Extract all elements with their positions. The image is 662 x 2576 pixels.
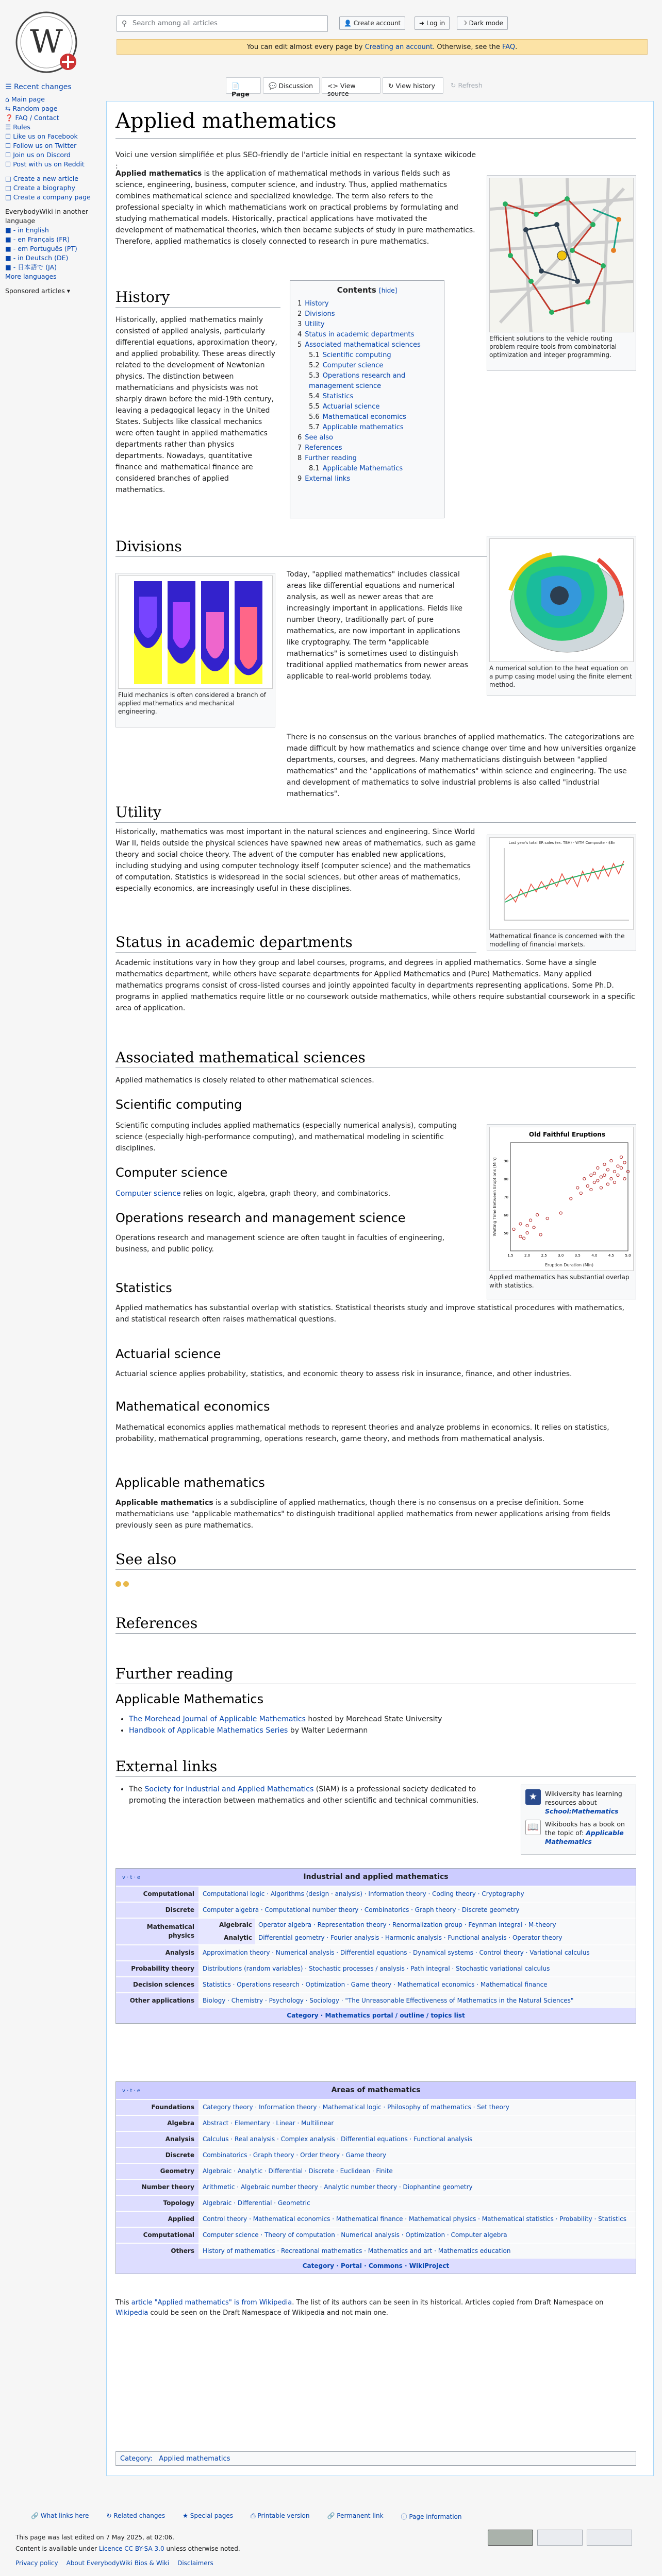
- sidebar-lang-ja[interactable]: ■ - 日本語で (JA): [5, 263, 57, 271]
- sidebar-sponsored[interactable]: Sponsored articles ▾: [5, 287, 71, 295]
- wikibooks-link[interactable]: Applicable Mathematics: [545, 1829, 624, 1845]
- divisions-paragraph-2a: There is no consensus on the various branches of applied mathematics. The categorizations are made difficult by how mathematics and science change over time and how universities organize departments, courses, and degrees. Many mathematicians distinguish between "applied mathematics" and the "applications of mathematics" within science and engineering. The use and development of mathematics to solve industrial problems is also called "industrial mathematics".: [287, 733, 636, 798]
- toc-item[interactable]: 2 Divisions: [297, 310, 335, 318]
- scientific-computing-paragraph: Scientific computing includes applied mathematics (especially numerical analysis), computing science (especially high-performance computing), and mathematical modeling in scientific disciplines.: [115, 1122, 457, 1153]
- navbox-links[interactable]: Approximation theory · Numerical analysis · Differential equations · Dynamical systems · Control theory · Variational calculus: [198, 1945, 636, 1960]
- figure-vehicle-routing: [487, 175, 636, 371]
- further-reading-link[interactable]: The Morehead Journal of Applicable Mathematics: [129, 1715, 306, 1723]
- y-tick-label: 70: [504, 1195, 508, 1199]
- navbox-row: Analysis Calculus · Real analysis · Complex analysis · Differential equations · Functional analysis: [116, 2131, 636, 2147]
- see-also-icons: [115, 1581, 131, 1587]
- navbox-areas-of-mathematics: [115, 2081, 636, 2274]
- login-button[interactable]: ➜ Log in: [415, 16, 450, 30]
- navbox-links[interactable]: History of mathematics · Recreational mathematics · Mathematics and art · Mathematics education: [198, 2244, 636, 2259]
- applicable-paragraph: Applicable mathematics is a subdiscipline of applied mathematics, though there is no consensus on a precise definition. Some mathematicians use "applicable mathematics" to distinguish traditional applied mathematics from newer applications arising from fields previously seen as pure mathematics.: [115, 1499, 610, 1530]
- toc-item[interactable]: 3 Utility: [297, 320, 325, 328]
- navbox-row: Analysis Approximation theory · Numerical analysis · Differential equations · Dynamical systems · Control theory · Variational calculus: [116, 1944, 636, 1960]
- heading-applicable-mathematics: Applicable Mathematics: [115, 1692, 264, 1706]
- navbox-row: Algebra Abstract · Elementary · Linear · Multilinear: [116, 2115, 636, 2131]
- toc-item[interactable]: 5.5 Actuarial science: [309, 403, 380, 411]
- sidebar-link-discord[interactable]: ☐ Join us on Discord: [5, 151, 71, 159]
- sidebar-link-main[interactable]: ⌂ Main page: [5, 95, 45, 103]
- navbox-row: Others History of mathematics · Recreational mathematics · Mathematics and art · Mathematics education: [116, 2243, 636, 2259]
- toc-hide-link[interactable]: [hide]: [379, 287, 398, 294]
- portal-icon[interactable]: [123, 1581, 129, 1587]
- sidebar-link-random[interactable]: ⇆ Random page: [5, 105, 58, 112]
- computer-science-link[interactable]: Computer science: [115, 1190, 181, 1198]
- toc-item[interactable]: 1 History: [297, 300, 329, 308]
- navbox-row: Other applications Biology · Chemistry · Psychology · Sociology · "The Unreasonable Effectiveness of Mathematics in the Natural Sciences": [116, 1992, 636, 2008]
- heading-actuarial: Actuarial science: [115, 1347, 221, 1361]
- chart-y-label: Waiting Time Between Eruptions (Min): [492, 1157, 497, 1236]
- search-icon: ⚲: [122, 20, 127, 28]
- toc-item[interactable]: 6 See also: [297, 434, 333, 442]
- navbox-links[interactable]: Algebraic · Differential · Geometric: [198, 2196, 636, 2211]
- navbox-footer[interactable]: Category · Portal · Commons · WikiProject: [116, 2259, 636, 2274]
- old-faithful-scatter-plot: [490, 1127, 634, 1271]
- sidebar-create-company[interactable]: □ Create a company page: [5, 193, 91, 201]
- heading-scientific-computing: Scientific computing: [115, 1097, 242, 1112]
- tab-refresh[interactable]: ↻ Refresh: [451, 81, 483, 89]
- wikipedia-article-link[interactable]: article "Applied mathematics" is from Wikipedia: [131, 2299, 292, 2307]
- actuarial-paragraph: Actuarial science applies probability, statistics, and economic theory to assess risk in insurance, finance, and other industries.: [115, 1370, 572, 1378]
- external-links-list: [129, 1784, 500, 1806]
- site-logo[interactable]: [14, 10, 80, 76]
- figure-finance-chart: [487, 835, 636, 951]
- y-tick-label: 80: [504, 1177, 508, 1181]
- statistics-scatter-image[interactable]: [489, 1127, 634, 1271]
- status-paragraph: Academic institutions vary in how they group and label courses, programs, and degrees in applied mathematics. Some have a single mathematics department, while others have separate departments for Applied Mathematics and (Pure) Mathematics. Many applied mathematics programs consist of cross-listed courses and jointly appointed faculty in departments representing applications. Some Ph.D. programs in applied mathematics require little or no coursework outside mathematics, while others require substantial coursework in a specific area of application.: [115, 959, 635, 1012]
- navbox-vte-links[interactable]: v · t · e: [122, 2088, 141, 2094]
- x-tick-label: 4.0: [591, 1253, 598, 1258]
- figure-fluid-mechanics: [115, 573, 275, 727]
- footer-last-edited: This page was last edited on 7 May 2025, at 02:06.: [15, 2534, 174, 2541]
- semantic-mediawiki-badge[interactable]: [587, 2530, 632, 2546]
- footer-special-pages[interactable]: ★ Special pages: [183, 2512, 233, 2519]
- sidebar-create-bio[interactable]: □ Create a biography: [5, 184, 75, 192]
- wikiversity-link[interactable]: School:Mathematics: [545, 1807, 619, 1815]
- x-tick-label: 4.5: [608, 1253, 614, 1258]
- sidebar-link-facebook[interactable]: ☐ Like us on Facebook: [5, 132, 78, 140]
- figure-caption: Efficient solutions to the vehicle routing problem require tools from combinatorial optimization and integer programming.: [489, 335, 617, 359]
- sidebar-link-rules[interactable]: ☰ Rules: [5, 123, 30, 131]
- table-of-contents: [290, 280, 444, 518]
- navbox-industrial-applied: [115, 1868, 636, 2024]
- x-tick-label: 3.0: [558, 1253, 564, 1258]
- svg-text:W: W: [30, 23, 63, 60]
- heading-operations-research: Operations research and management science: [115, 1211, 406, 1225]
- list-item: • The Morehead Journal of Applicable Mathematics hosted by Morehead State University: [129, 1714, 541, 1725]
- disclaimers-link[interactable]: Disclaimers: [177, 2560, 213, 2567]
- footer-what-links-here[interactable]: 🔗 What links here: [31, 2512, 89, 2519]
- navbox-row: Computational Computational logic · Algorithms (design · analysis) · Information theory · Coding theory · Cryptography: [116, 1886, 636, 1902]
- toc-item[interactable]: 9 External links: [297, 475, 351, 483]
- toc-item[interactable]: 5.7 Applicable mathematics: [309, 423, 404, 431]
- toc-item[interactable]: 5.4 Statistics: [309, 393, 354, 400]
- footer-printable[interactable]: ⎙ Printable version: [251, 2512, 310, 2519]
- dark-mode-button[interactable]: ☽ Dark mode: [457, 16, 508, 30]
- notice-create-account-link[interactable]: Creating an account: [365, 43, 433, 51]
- sidebar: [0, 82, 103, 296]
- y-tick-label: 60: [504, 1213, 508, 1217]
- sidebar-recent-changes[interactable]: ☰ Recent changes: [5, 83, 72, 91]
- utility-paragraph: Historically, mathematics was most important in the natural sciences and engineering. Since World War II, fields outside the physical sciences have spawned new areas of mathematics, such as game theory and social choice theory. The advent of the computer has enabled new applications, including studying and using computer technology itself (computer science) and the mathematics of computation. Statistics is widespread in the social sciences, but other areas of mathematics, especially economics, are increasingly useful in these disciplines.: [115, 828, 476, 893]
- history-paragraph: Historically, applied mathematics mainly consisted of applied analysis, particularly differential equations, approximation theory, and applied probability. These areas directly related to the development of Newtonian physics. The distinction between mathematicians and physicists was not sharply drawn before the mid-19th century, leaving a pedagogical legacy in the United States. Subjects like classical mechanics were often taught in applied mathematics departments rather than physics departments. Nowadays, quantitative finance and mathematical finance are considered branches of applied mathematics.: [115, 316, 277, 494]
- list-item: • Handbook of Applicable Mathematics Series by Walter Ledermann: [129, 1725, 541, 1736]
- sidebar-languages-heading: EverybodyWiki in another language: [5, 208, 88, 225]
- figure-caption: Mathematical finance is concerned with the modelling of financial markets.: [489, 933, 625, 948]
- tab-page[interactable]: 📄 Page: [226, 77, 261, 94]
- statistics-paragraph: Applied mathematics has substantial overlap with statistics. Statistical theorists study and improve statistical procedures with mathematics, and statistical research often raises mathematical questions.: [115, 1304, 624, 1324]
- sister-projects-box: [521, 1785, 636, 1855]
- divisions-paragraph-1: Today, "applied mathematics" includes classical areas like differential equations and numerical analysis, as well as newer areas that are increasingly important in applications. Fields like number theory, traditionally part of pure mathematics, are now important in applications like cryptography. The term "applicable mathematics" is sometimes used to distinguish traditional applied mathematics from newer areas applicable to real-world problems today.: [287, 570, 468, 681]
- associated-paragraph: Applied mathematics is closely related to other mathematical sciences.: [115, 1076, 374, 1084]
- computer-science-paragraph: Computer science relies on logic, algebra, graph theory, and combinatorics.: [115, 1190, 391, 1198]
- toc-item[interactable]: 5.1 Scientific computing: [309, 351, 391, 359]
- toc-title: Contents [hide]: [337, 285, 398, 295]
- heading-further-reading: Further reading: [115, 1665, 636, 1684]
- footer-license: Content is available under Licence CC BY-SA 3.0 unless otherwise noted.: [15, 2545, 240, 2552]
- navbox-links[interactable]: Computer algebra · Computational number theory · Combinatorics · Graph theory · Discrete geometry: [198, 1903, 636, 1918]
- toc-item[interactable]: 8.1 Applicable Mathematics: [309, 465, 403, 472]
- sidebar-lang-de[interactable]: ■ - in Deutsch (DE): [5, 254, 69, 262]
- sidebar-more-languages[interactable]: More languages: [5, 273, 57, 280]
- wikibooks-item: 📖 Wikibooks has a book on the topic of: Applicable Mathematics: [525, 1820, 632, 1846]
- footer-tools: [31, 2512, 462, 2521]
- toc-item[interactable]: 5.2 Computer science: [309, 362, 384, 369]
- page-title: Applied mathematics: [115, 109, 337, 133]
- routing-map-image[interactable]: [489, 178, 634, 332]
- navbox-row: Discrete Combinatorics · Graph theory · Order theory · Game theory: [116, 2147, 636, 2163]
- tab-view-source[interactable]: <> View source: [322, 77, 380, 94]
- top-bar: [117, 12, 648, 33]
- navbox-links[interactable]: Biology · Chemistry · Psychology · Sociology · "The Unreasonable Effectiveness of Mathematics in the Natural Sciences": [198, 1993, 636, 2008]
- chart-x-label: Eruption Duration (Min): [544, 1263, 594, 1267]
- figure-caption: Applied mathematics has substantial overlap with statistics.: [489, 1274, 630, 1289]
- toc-item[interactable]: 5 Associated mathematical sciences: [297, 341, 421, 349]
- edit-notice-banner: You can edit almost every page by Creating an account. Otherwise, see the FAQ.: [117, 39, 648, 55]
- navbox-links[interactable]: Abstract · Elementary · Linear · Multilinear: [198, 2116, 636, 2131]
- list-item: • The Society for Industrial and Applied Mathematics (SIAM) is a professional society dedicated to promoting the interaction between mathematics and other scientific and technical communities.: [129, 1784, 500, 1806]
- x-tick-label: 2.5: [541, 1253, 547, 1258]
- toc-item[interactable]: 8 Further reading: [297, 454, 357, 462]
- navbox-links[interactable]: Category theory · Information theory · Mathematical logic · Philosophy of mathematics · Set theory: [198, 2100, 636, 2115]
- toc-list: [297, 299, 437, 484]
- notice-faq-link[interactable]: FAQ: [502, 43, 516, 51]
- operations-research-paragraph: Operations research and management science are often taught in faculties of engineering, business, and public policy.: [115, 1234, 445, 1253]
- navbox-links[interactable]: Combinatorics · Graph theory · Order theory · Game theory: [198, 2148, 636, 2163]
- heading-math-economics: Mathematical economics: [115, 1399, 270, 1414]
- y-tick-label: 90: [504, 1159, 508, 1163]
- pump-casing-image[interactable]: [489, 538, 634, 662]
- sidebar-create-article[interactable]: □ Create a new article: [5, 175, 78, 182]
- footer-permanent-link[interactable]: 🔗 Permanent link: [327, 2512, 384, 2519]
- x-tick-label: 3.5: [574, 1253, 581, 1258]
- x-tick-label: 5.0: [625, 1253, 631, 1258]
- heading-status: Status in academic departments: [115, 934, 476, 953]
- category-box: [115, 2451, 636, 2466]
- about-link[interactable]: About EverybodyWiki Bios & Wiki: [66, 2560, 170, 2567]
- fluid-mechanics-image[interactable]: [118, 575, 273, 689]
- navbox-row: Decision sciences Statistics · Operations research · Optimization · Game theory · Mathematical economics · Mathematical finance: [116, 1976, 636, 1992]
- figure-pump-casing: [487, 536, 636, 696]
- heading-external-links: External links: [115, 1758, 636, 1777]
- navbox-links[interactable]: Operator algebra · Representation theory · Renormalization group · Feynman integral · M-theory: [258, 1921, 556, 1928]
- chart-title: Old Faithful Eruptions: [528, 1131, 606, 1138]
- sidebar-lang-en[interactable]: ■ - in English: [5, 226, 49, 234]
- lead-paragraph: Applied mathematics is the application of mathematical methods in various fields such as science, engineering, business, computer science, and industry. Thus, applied mathematics combines mathematical science and specialized knowledge. The term also refers to the professional specialty in which mathematicians work on practical problems by formulating and studying mathematical models. Historically, practical applications have motivated the development of mathematical theories, which then became subjects of study in pure mathematics. Therefore, applied mathematics is closely connected to research in pure mathematics.: [115, 170, 475, 246]
- heading-computer-science: Computer science: [115, 1165, 228, 1180]
- navbox-row: Number theory Arithmetic · Algebraic number theory · Analytic number theory · Diophantine geometry: [116, 2179, 636, 2195]
- heading-associated: Associated mathematical sciences: [115, 1049, 636, 1068]
- x-tick-label: 2.0: [524, 1253, 531, 1258]
- x-tick-label: 1.5: [507, 1253, 514, 1258]
- heading-divisions: Divisions: [115, 538, 636, 557]
- toc-item[interactable]: 5.3 Operations research and management science: [309, 372, 406, 390]
- footer-links: [15, 2560, 213, 2567]
- privacy-link[interactable]: Privacy policy: [15, 2560, 58, 2567]
- mediawiki-badge[interactable]: [537, 2530, 583, 2546]
- source-note: This article "Applied mathematics" is from Wikipedia. The list of its authors can be seen in its historical. Articles copied from Draft Namespace on Wikipedia could be seen on the Draft Namespace of Wikipedia and not main one.: [115, 2299, 604, 2317]
- category-label-link[interactable]: Category:: [120, 2455, 153, 2463]
- y-tick-label: 50: [504, 1231, 508, 1235]
- navbox-links[interactable]: Statistics · Operations research · Optimization · Game theory · Mathematical economics · Mathematical finance: [198, 1977, 636, 1992]
- footer-page-info[interactable]: ⓘ Page information: [401, 2513, 462, 2520]
- further-reading-list: [129, 1714, 541, 1736]
- wikiversity-icon: ★: [525, 1789, 541, 1805]
- navbox-links[interactable]: Calculus · Real analysis · Complex analysis · Differential equations · Functional analysis: [198, 2132, 636, 2147]
- license-link[interactable]: Licence CC BY-SA 3.0: [98, 2545, 164, 2552]
- toc-item[interactable]: 5.6 Mathematical economics: [309, 413, 406, 421]
- footer-related-changes[interactable]: ↻ Related changes: [106, 2512, 166, 2519]
- navbox-vte-links[interactable]: v · t · e: [122, 1875, 141, 1880]
- figure-caption: Fluid mechanics is often considered a branch of applied mathematics and mechanical engineering.: [118, 691, 266, 715]
- heading-utility: Utility: [115, 804, 636, 823]
- create-account-button[interactable]: 👤 Create account: [339, 16, 405, 30]
- navbox-links[interactable]: Control theory · Mathematical economics · Mathematical finance · Mathematical physics · Mathematical statistics · Probability · Statistics: [198, 2212, 636, 2227]
- heading-see-also: See also: [115, 1551, 636, 1570]
- category-link[interactable]: Applied mathematics: [159, 2455, 230, 2463]
- siam-link[interactable]: Society for Industrial and Applied Mathematics: [144, 1785, 314, 1793]
- navbox-row: Computational Computer science · Theory of computation · Numerical analysis · Optimization · Computer algebra: [116, 2227, 636, 2243]
- cc-license-badge[interactable]: [488, 2530, 533, 2546]
- search-input[interactable]: ⚲ Search among all articles: [117, 15, 328, 32]
- figure-statistics: [487, 1124, 636, 1299]
- sidebar-link-faq[interactable]: ❓ FAQ / Contact: [5, 114, 59, 122]
- further-reading-link[interactable]: Handbook of Applicable Mathematics Series: [129, 1726, 288, 1735]
- toc-item[interactable]: 7 References: [297, 444, 342, 452]
- toc-item[interactable]: 4 Status in academic departments: [297, 331, 415, 338]
- tab-view-history[interactable]: ↻ View history: [383, 77, 443, 94]
- footer-badges: [488, 2530, 632, 2546]
- navbox-row: Geometry Algebraic · Analytic · Differential · Discrete · Euclidean · Finite: [116, 2163, 636, 2179]
- heading-references: References: [115, 1615, 636, 1634]
- portal-icon[interactable]: [115, 1581, 121, 1587]
- sidebar-link-reddit[interactable]: ☐ Post with us on Reddit: [5, 160, 85, 168]
- wikibooks-icon: 📖: [525, 1820, 541, 1835]
- navbox-footer[interactable]: Category · Mathematics portal / outline / topics list: [116, 2008, 636, 2023]
- navbox-row: Topology Algebraic · Differential · Geometric: [116, 2195, 636, 2211]
- navbox-row: Discrete Computer algebra · Computational number theory · Combinatorics · Graph theory · Discrete geometry: [116, 1902, 636, 1918]
- figure-caption: A numerical solution to the heat equation on a pump casing model using the finite element method.: [489, 665, 632, 688]
- title-divider: [115, 138, 636, 139]
- heading-applicable: Applicable mathematics: [115, 1476, 265, 1490]
- svg-text:Last year's total ER sales (ex: Last year's total ER sales (ex. TBH) - WTM Composite - $Bn: [508, 841, 616, 845]
- navbox-links[interactable]: Algebraic · Analytic · Differential · Discrete · Euclidean · Finite: [198, 2164, 636, 2179]
- sidebar-lang-pt[interactable]: ■ - em Português (PT): [5, 245, 77, 252]
- navbox-row: Probability theory Distributions (random variables) · Stochastic processes / analysis · Path integral · Stochastic variational calculus: [116, 1960, 636, 1976]
- heading-history: History: [115, 289, 280, 308]
- sidebar-lang-fr[interactable]: ■ - en Français (FR): [5, 235, 70, 243]
- navbox-row: Mathematical physics Algebraic Operator algebra · Representation theory · Renormalization group · Feynman integral · M-theory Analytic Differential geometry · Fourier analysis · Harmonic analysis · Functional analysis · Operator theory: [116, 1918, 636, 1944]
- navbox-title: v · t · e Industrial and applied mathematics: [116, 1869, 636, 1886]
- navbox-links[interactable]: Distributions (random variables) · Stochastic processes / analysis · Path integral · Stochastic variational calculus: [198, 1961, 636, 1976]
- navbox-row: Applied Control theory · Mathematical economics · Mathematical finance · Mathematical physics · Mathematical statistics · Probability · Statistics: [116, 2211, 636, 2227]
- navbox-row: Foundations Category theory · Information theory · Mathematical logic · Philosophy of mathematics · Set theory: [116, 2099, 636, 2115]
- heading-statistics: Statistics: [115, 1281, 172, 1295]
- finance-chart-image[interactable]: [489, 837, 634, 930]
- intro-line: Voici une version simplifiée et plus SEO-friendly de l'article initial en respectant la syntaxe wikicode :: [115, 151, 476, 171]
- math-economics-paragraph: Mathematical economics applies mathematical methods to represent theories and analyze problems in economics. It relies on statistics, probability, mathematical programming, operations research, game theory, and methods from mathematical analysis.: [115, 1423, 609, 1443]
- wikiversity-item: ★ Wikiversity has learning resources about School:Mathematics: [525, 1789, 632, 1816]
- navbox-links[interactable]: Arithmetic · Algebraic number theory · Analytic number theory · Diophantine geometry: [198, 2180, 636, 2195]
- navbox-title: v · t · e Areas of mathematics: [116, 2082, 636, 2099]
- navbox-links[interactable]: Computational logic · Algorithms (design · analysis) · Information theory · Coding theory · Cryptography: [198, 1887, 636, 1902]
- sidebar-link-twitter[interactable]: ☐ Follow us on Twitter: [5, 142, 77, 149]
- tab-discussion[interactable]: 💬 Discussion: [263, 77, 320, 94]
- navbox-links[interactable]: Computer science · Theory of computation · Numerical analysis · Optimization · Computer algebra: [198, 2228, 636, 2243]
- wikipedia-link[interactable]: Wikipedia: [115, 2309, 148, 2317]
- navbox-links[interactable]: Differential geometry · Fourier analysis · Harmonic analysis · Functional analysis · Operator theory: [258, 1934, 562, 1941]
